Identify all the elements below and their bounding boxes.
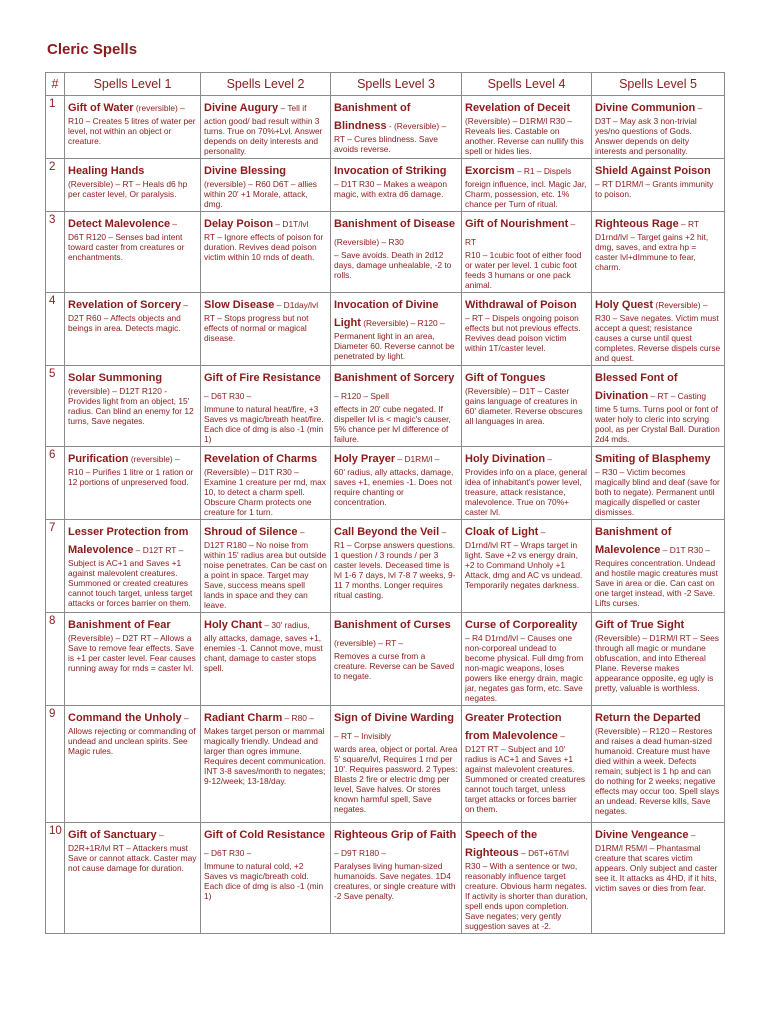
- spell-info: –: [156, 830, 164, 840]
- spell-cell: [592, 520, 725, 613]
- spell-name: Cloak of Light: [465, 526, 539, 538]
- spell-name: Banishment of Curses: [334, 619, 451, 631]
- spell-name: Speech of the Righteous: [465, 829, 538, 859]
- spell-info: (Reversible) – R30: [334, 237, 404, 247]
- spell-info: –: [181, 300, 189, 310]
- spell-cell: [592, 212, 725, 293]
- spell-info: – D1T/lvl: [273, 219, 309, 229]
- spell-cell: [462, 212, 592, 293]
- spell-name: Gift of Fire Resistance: [204, 372, 321, 384]
- spell-description: Immune to natural cold, +2 Saves vs magic/breath cold. Each dice of dmg is also -1 (min 1): [204, 861, 324, 901]
- spell-description: (Reversible) – R120 – Restores and raises a dead human-sized humanoid. Creature must have died within a week. Defects remain; subject is 1 hp and can do nothing for 2 weeks; negative effects may occur too. Spell slays an undead. Reverse kills, Save negates.: [595, 726, 720, 816]
- spell-cell: [65, 212, 201, 293]
- spell-name: Call Beyond the Veil: [334, 526, 440, 538]
- spell-cell: [201, 613, 331, 706]
- spell-info: – D6T R30 –: [204, 391, 252, 401]
- header-level-5: Spells Level 5: [592, 73, 725, 96]
- row-number: 1: [46, 96, 65, 159]
- spell-name: Righteous Rage: [595, 218, 679, 230]
- spell-info: – D12T RT –: [133, 545, 184, 555]
- spell-description: ally attacks, damage, saves +1, enemies -1. Cannot move, must chant, damage to caster stops spell.: [204, 633, 323, 673]
- spell-description: D12T RT – Subject and 10' radius is AC+1 and Saves +1 against malevolent creatures. Summoned or created creatures cannot touch target, unless target attacks or forces barrier on them.: [465, 744, 586, 814]
- spell-name: Holy Prayer: [334, 453, 396, 465]
- table-row: [46, 613, 725, 706]
- spell-cell: [462, 366, 592, 447]
- row-number: 3: [46, 212, 65, 293]
- spell-description: (Reversible) – D2T RT – Allows a Save to remove fear effects. Save is +1 per caster level. Fear causes running away for rnds = caster lvl.: [68, 633, 196, 673]
- row-number: 10: [46, 823, 65, 934]
- spell-name: Purification: [68, 453, 129, 465]
- spell-info: (Reversible) – R120 –: [360, 318, 445, 328]
- spell-cell: [462, 520, 592, 613]
- spell-cell: [592, 293, 725, 366]
- spell-info: – RT: [678, 219, 700, 229]
- spell-name: Smiting of Blasphemy: [595, 453, 711, 465]
- header-level-1: Spells Level 1: [65, 73, 201, 96]
- spell-cell: [331, 613, 462, 706]
- row-number: 4: [46, 293, 65, 366]
- row-number: 8: [46, 613, 65, 706]
- spell-info: – RT – Invisibly: [334, 731, 391, 741]
- spell-description: R10 – Purifies 1 litre or 1 ration or 12 portions of unpreserved food.: [68, 467, 194, 487]
- spell-cell: [201, 823, 331, 934]
- spell-name: Holy Quest: [595, 299, 654, 311]
- spell-name: Shield Against Poison: [595, 165, 711, 177]
- spell-name: Detect Malevolence: [68, 218, 171, 230]
- spell-name: Slow Disease: [204, 299, 275, 311]
- spell-table: [45, 72, 725, 934]
- spell-cell: [65, 293, 201, 366]
- spell-info: –: [545, 454, 553, 464]
- spell-table-body: [46, 96, 725, 934]
- header-level-3: Spells Level 3: [331, 73, 462, 96]
- spell-name: Withdrawal of Poison: [465, 299, 577, 311]
- spell-cell: [201, 706, 331, 823]
- spell-cell: [592, 823, 725, 934]
- spell-name: Righteous Grip of Faith: [334, 829, 457, 841]
- spell-description: – RT – Dispels ongoing poison effects but not previous effects. Revives dead poison victim within 1T/caster level.: [465, 313, 581, 353]
- spell-cell: [65, 520, 201, 613]
- spell-cell: [65, 366, 201, 447]
- spell-name: Healing Hands: [68, 165, 145, 177]
- spell-description: Allows rejecting or commanding of undead and unclean spirits. See Magic rules.: [68, 726, 196, 756]
- spell-name: Banishment of Sorcery: [334, 372, 455, 384]
- spell-cell: [331, 706, 462, 823]
- spell-cell: [201, 447, 331, 520]
- spell-info: –: [695, 103, 703, 113]
- spell-name: Exorcism: [465, 165, 515, 177]
- spell-description: – RT D1RM/l – Grants immunity to poison.: [595, 179, 714, 199]
- spell-description: action good/ bad result within 3 turns. True on 70%+Lvl. Answer depends on deity interests and personality.: [204, 116, 323, 156]
- spell-name: Greater Protection from Malevolence: [465, 712, 562, 742]
- spell-description: R30 – With a sentence or two, reasonably influence target creature. Obvious harm negates. If activity is shorter than duration, spell ends upon completion. Save negates; very gently suggestion saves at -2.: [465, 861, 588, 931]
- spell-info: –: [181, 713, 189, 723]
- spell-name: Divine Vengeance: [595, 829, 689, 841]
- spell-description: (Reversible) – RT – Heals d6 hp per caster level, Or paralysis.: [68, 179, 188, 199]
- spell-name: Holy Divination: [465, 453, 546, 465]
- spell-info: – D6T+6T/lvl: [518, 848, 569, 858]
- spell-info: – D1day/lvl: [274, 300, 319, 310]
- spell-description: R1 – Corpse answers questions. 1 question / 3 rounds / per 3 caster levels. Deceased time is lvl 1-6 7 days, lvl 7-8 7 weeks, 9-11 7 months. Longer requires ritual casting.: [334, 540, 456, 600]
- spell-cell: [65, 159, 201, 212]
- spell-cell: [462, 447, 592, 520]
- spell-cell: [65, 823, 201, 934]
- spell-name: Gift of Tongues: [465, 372, 546, 384]
- spell-description: (Reversible) – D1RM/l R30 – Reveals lies. Castable on another. Reverse can nullify this spell or hides lies.: [465, 116, 584, 156]
- table-row: [46, 96, 725, 159]
- spell-description: R10 – Creates 5 litres of water per level, not within an object or creature.: [68, 116, 196, 146]
- spell-name: Gift of Water: [68, 102, 134, 114]
- spell-description: Provides info on a place, general idea of inhabitant's power level, treasure, attack resistance, malevolence. True on 70%+ caster lvl.: [465, 467, 587, 517]
- spell-name: Divine Augury: [204, 102, 279, 114]
- spell-name: Divine Communion: [595, 102, 696, 114]
- spell-cell: [201, 520, 331, 613]
- spell-info: (reversible) – RT –: [334, 638, 404, 648]
- spell-description: Immune to natural heat/fire, +3 Saves vs magic/breath heat/fire. Each dice of dmg is also -1 (min 1): [204, 404, 324, 444]
- table-row: [46, 366, 725, 447]
- spell-description: – Save avoids. Death in 2d12 days, damage unhealable, -2 to rolls.: [334, 250, 452, 280]
- spell-description: Requires concentration. Undead and hostile magic creatures must Save in area or die. Can cast on one target instead, with -2 Save. Lifts curses.: [595, 558, 718, 608]
- spell-cell: [65, 706, 201, 823]
- spell-name: Lesser Protection from Malevolence: [68, 526, 189, 556]
- spell-name: Curse of Corporeality: [465, 619, 578, 631]
- spell-name: Solar Summoning: [68, 372, 163, 384]
- table-row: [46, 823, 725, 934]
- spell-name: Revelation of Sorcery: [68, 299, 182, 311]
- spell-name: Banishment of Fear: [68, 619, 171, 631]
- header-num: #: [46, 73, 65, 96]
- spell-cell: [592, 613, 725, 706]
- spell-info: – D1RM/l –: [395, 454, 440, 464]
- spell-description: Subject is AC+1 and Saves +1 against malevolent creatures. Summoned or created creatures cannot touch target, unless target attacks or forces barrier on them.: [68, 558, 193, 608]
- spell-name: Shroud of Silence: [204, 526, 298, 538]
- spell-name: Gift of True Sight: [595, 619, 685, 631]
- spell-name: Banishment of Malevolence: [595, 526, 672, 556]
- spell-description: D6T R120 – Senses bad intent toward caster from creatures or enchantments.: [68, 232, 185, 262]
- spell-description: D2T R60 – Affects objects and beings in area. Detects magic.: [68, 313, 181, 333]
- spell-description: R10 – 1cubic foot of either food or water per level. 1 cubic foot feeds 3 humans or one pack animal.: [465, 250, 582, 290]
- spell-description: Paralyses living human-sized humanoids. Save negates. 1D4 creatures, or single creature with -2 Save penalty.: [334, 861, 456, 901]
- spell-description: Removes a curse from a creature. Reverse can be Saved to negate.: [334, 651, 455, 681]
- spell-description: 60' radius, ally attacks, damage, saves +1, enemies -1. Does not require chanting or concentration.: [334, 467, 454, 507]
- spell-cell: [462, 613, 592, 706]
- header-row: [46, 73, 725, 96]
- spell-info: –: [538, 527, 546, 537]
- spell-name: Radiant Charm: [204, 712, 283, 724]
- table-row: [46, 520, 725, 613]
- page-title: Cleric Spells: [47, 41, 138, 58]
- spell-description: D2R+1R/lvl RT – Attackers must Save or cannot attack. Caster may not cause damage for duration.: [68, 843, 197, 873]
- spell-name: Invocation of Divine Light: [334, 299, 439, 329]
- spell-cell: [331, 823, 462, 934]
- spell-name: Blessed Font of Divination: [595, 372, 678, 402]
- spell-info: – D1T R30 –: [660, 545, 711, 555]
- spell-description: D12T R180 – No noise from within 15' radius area but outside noise penetrates. Can be cast on a point in space. Target may Save, success means spell lands in space and they can leave.: [204, 540, 327, 610]
- spell-description: time 5 turns. Turns pool or font of water holy to cleric into scrying pool, as per Crystal Ball. Duration 2d4 mds.: [595, 404, 720, 444]
- spell-info: –: [170, 219, 178, 229]
- spell-cell: [65, 96, 201, 159]
- spell-description: (reversible) – D12T R120 - Provides light from an object, 15' radius. Can blind an enemy for 12 turns, Save negates.: [68, 386, 194, 426]
- spell-description: (reversible) – R60 D6T – allies within 20' +1 Morale, attack, dmg.: [204, 179, 317, 209]
- spell-description: effects in 20' cube negated. If dispeller lvl is < magic's causer, 5% chance per lvl difference of failure.: [334, 404, 451, 444]
- table-row: [46, 706, 725, 823]
- spell-description: D3T – May ask 3 non-trivial yes/no questions of Gods. Answer depends on deity interests and personality.: [595, 116, 697, 156]
- spell-description: foreign influence, incl. Magic Jar, Charm, possession, etc. 1% chance per Turn of ritual.: [465, 179, 587, 209]
- spell-cell: [65, 447, 201, 520]
- spell-name: Sign of Divine Warding: [334, 712, 454, 724]
- spell-name: Banishment of Blindness: [334, 102, 411, 132]
- spell-cell: [201, 212, 331, 293]
- spell-name: Invocation of Striking: [334, 165, 447, 177]
- spell-cell: [592, 159, 725, 212]
- spell-name: Gift of Sanctuary: [68, 829, 157, 841]
- spell-info: – RT – Casting: [648, 391, 707, 401]
- spell-description: wards area, object or portal. Area 5' square/lvl, Requires 1 rnd per 10'. Requires password. 2 Types: Blasts 2 fire or electric dmg per level, Save halves. Or stores known harmful spell, Save negates.: [334, 744, 458, 814]
- header-level-2: Spells Level 2: [201, 73, 331, 96]
- row-number: 2: [46, 159, 65, 212]
- spell-description: (Reversible) – D1T – Caster gains language of creatures in 60' diameter. Reverse obscures all languages in area.: [465, 386, 583, 426]
- spell-cell: [65, 613, 201, 706]
- spell-description: Makes target person or mammal magically friendly. Undead and larger than ogres immune. Requires decent communication. INT 3-8 saves/month to negates; 9-12/week; 13-18/day.: [204, 726, 326, 786]
- spell-info: – D9T R180 –: [334, 848, 386, 858]
- spell-description: RT – Ignore effects of poison for duration. Revives dead poison victim within 10 rnds of death.: [204, 232, 324, 262]
- spell-info: – R80 –: [282, 713, 314, 723]
- spell-cell: [462, 706, 592, 823]
- spell-info: - (Reversible) –: [386, 121, 447, 131]
- spell-cell: [462, 96, 592, 159]
- spell-cell: [331, 212, 462, 293]
- spell-name: Command the Unholy: [68, 712, 182, 724]
- spell-description: D1rnd/lvl RT – Wraps target in light. Save +2 vs energy drain, +2 to Command Unholy +1 Attack, dmg and AC vs undead. Temporarily negates darkness.: [465, 540, 583, 590]
- spell-name: Banishment of Disease: [334, 218, 456, 230]
- spell-info: –: [297, 527, 305, 537]
- spell-cell: [331, 366, 462, 447]
- spell-info: (reversible) –: [133, 103, 185, 113]
- row-number: 5: [46, 366, 65, 447]
- spell-info: – R1 – Dispels: [514, 166, 572, 176]
- spell-cell: [592, 706, 725, 823]
- spell-description: – R30 – Victim becomes magically blind and deaf (save for both to negate). Permanent until magically dispelled or caster dismisses.: [595, 467, 720, 517]
- spell-name: Divine Blessing: [204, 165, 286, 177]
- row-number: 9: [46, 706, 65, 823]
- spell-cell: [201, 159, 331, 212]
- table-row: [46, 159, 725, 212]
- row-number: 6: [46, 447, 65, 520]
- spell-cell: [462, 159, 592, 212]
- table-row: [46, 293, 725, 366]
- spell-name: Holy Chant: [204, 619, 263, 631]
- spell-info: –: [557, 731, 565, 741]
- spell-description: RT – Stops progress but not effects of normal or magical disease.: [204, 313, 309, 343]
- spell-cell: [201, 96, 331, 159]
- spell-info: (reversible) –: [128, 454, 180, 464]
- spell-description: (Reversible) – D1RM/l RT – Sees through all magic or mundane obfuscation, and into Ethereal Plane. Reverse makes appearance opposite, eg ugly is pretty, valuable is worthless.: [595, 633, 719, 693]
- spell-cell: [592, 447, 725, 520]
- spell-info: – D6T R30 –: [204, 848, 252, 858]
- spell-cell: [462, 823, 592, 934]
- spell-name: Gift of Nourishment: [465, 218, 569, 230]
- spell-info: – R120 – Spell: [334, 391, 389, 401]
- spell-cell: [592, 96, 725, 159]
- spell-description: – D1T R30 – Makes a weapon magic, with extra d6 damage.: [334, 179, 447, 199]
- spell-name: Revelation of Deceit: [465, 102, 571, 114]
- spell-description: (Reversible) – D1T R30 – Examine 1 creature per rnd, max 10, to detect a charm spell. Obscure Charm protects one creature for 1 turn.: [204, 467, 326, 517]
- spell-description: – R4 D1rnd/lvl – Causes one non-corporeal undead to become physical. Full dmg from non-magic weapons, loses powers like energy drain, magic jar, negates gas form, etc. Save negates.: [465, 633, 584, 703]
- header-level-4: Spells Level 4: [462, 73, 592, 96]
- spell-info: (Reversible) –: [653, 300, 708, 310]
- spell-cell: [201, 366, 331, 447]
- spell-info: –: [439, 527, 447, 537]
- spell-cell: [331, 293, 462, 366]
- spell-name: Delay Poison: [204, 218, 274, 230]
- table-row: [46, 212, 725, 293]
- spell-description: R30 – Save negates. Victim must accept a quest; resistance causes a curse until quest completes. Reverse dispels curse and quest.: [595, 313, 721, 363]
- spell-info: –: [688, 830, 696, 840]
- spell-description: RT – Cures blindness. Save avoids reverse.: [334, 134, 438, 154]
- spell-cell: [331, 520, 462, 613]
- spell-cell: [331, 447, 462, 520]
- spell-description: Permanent light in an area, Diameter 60. Reverse cannot be penetrated by light.: [334, 331, 455, 361]
- spell-description: D1rnd/lvl – Target gains +2 hit, dmg, saves, and extra hp = caster lvl+dImmune to fear, charm.: [595, 232, 709, 272]
- spell-cell: [592, 366, 725, 447]
- spell-name: Revelation of Charms: [204, 453, 318, 465]
- spell-info: – RT: [465, 219, 576, 247]
- spell-description: D1RM/l R5M/l – Phantasmal creature that scares victim appears. Only subject and caster see it. It attacks as 4HD, if it hits, victim saves or dies from fear.: [595, 843, 718, 893]
- spell-cell: [331, 96, 462, 159]
- table-row: [46, 447, 725, 520]
- spell-cell: [331, 159, 462, 212]
- spell-name: Gift of Cold Resistance: [204, 829, 326, 841]
- spell-cell: [462, 293, 592, 366]
- spell-info: – Tell if: [278, 103, 307, 113]
- row-number: 7: [46, 520, 65, 613]
- spell-info: – 30' radius,: [262, 620, 310, 630]
- spell-cell: [201, 293, 331, 366]
- spell-name: Return the Departed: [595, 712, 701, 724]
